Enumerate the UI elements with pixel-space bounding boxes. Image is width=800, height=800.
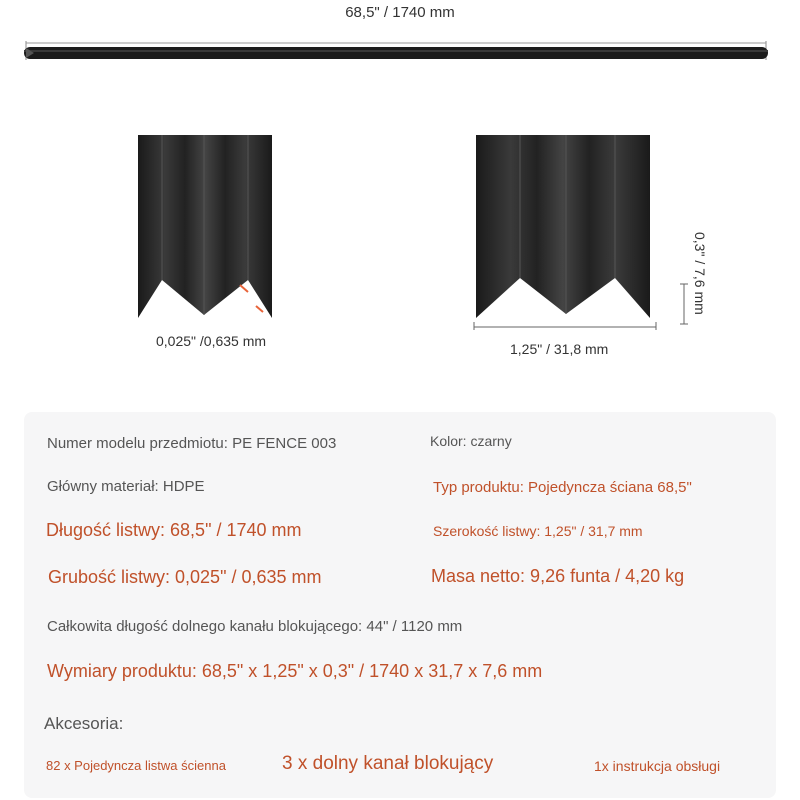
height-label: 0,3" / 7,6 mm bbox=[692, 232, 708, 315]
channel-length-spec: Całkowita długość dolnego kanału blokującego: 44" / 1120 mm bbox=[47, 618, 463, 635]
length-spec: Długość listwy: 68,5" / 1740 mm bbox=[46, 520, 302, 540]
accessories-heading: Akcesoria: bbox=[44, 714, 124, 733]
thickness-spec: Grubość listwy: 0,025" / 0,635 mm bbox=[48, 567, 322, 587]
accessory-item: 3 x dolny kanał blokujący bbox=[282, 753, 494, 774]
width-label: 1,25" / 31,8 mm bbox=[510, 341, 609, 357]
profile-cross-section-image bbox=[130, 130, 280, 325]
dimensions-spec: Wymiary produktu: 68,5" x 1,25" x 0,3" / 1740 x 31,7 x 7,6 mm bbox=[47, 661, 543, 681]
weight-spec: Masa netto: 9,26 funta / 4,20 kg bbox=[431, 566, 685, 586]
spec-card bbox=[24, 412, 776, 798]
width-spec: Szerokość listwy: 1,25" / 31,7 mm bbox=[433, 523, 643, 539]
profile-cross-section-image bbox=[470, 130, 660, 330]
rail-length-label: 68,5" / 1740 mm bbox=[345, 4, 455, 21]
fence-rail-image bbox=[22, 40, 770, 62]
product-type-spec: Typ produktu: Pojedyncza ściana 68,5" bbox=[433, 479, 692, 496]
model-number: Numer modelu przedmiotu: PE FENCE 003 bbox=[47, 435, 337, 452]
accessory-item: 82 x Pojedyncza listwa ścienna bbox=[46, 758, 226, 773]
material-spec: Główny materiał: HDPE bbox=[47, 478, 205, 495]
color-spec: Kolor: czarny bbox=[430, 433, 512, 449]
accessory-item: 1x instrukcja obsługi bbox=[594, 758, 721, 774]
dimension-arrow-icon bbox=[676, 282, 692, 326]
thickness-label: 0,025" /0,635 mm bbox=[156, 333, 267, 349]
